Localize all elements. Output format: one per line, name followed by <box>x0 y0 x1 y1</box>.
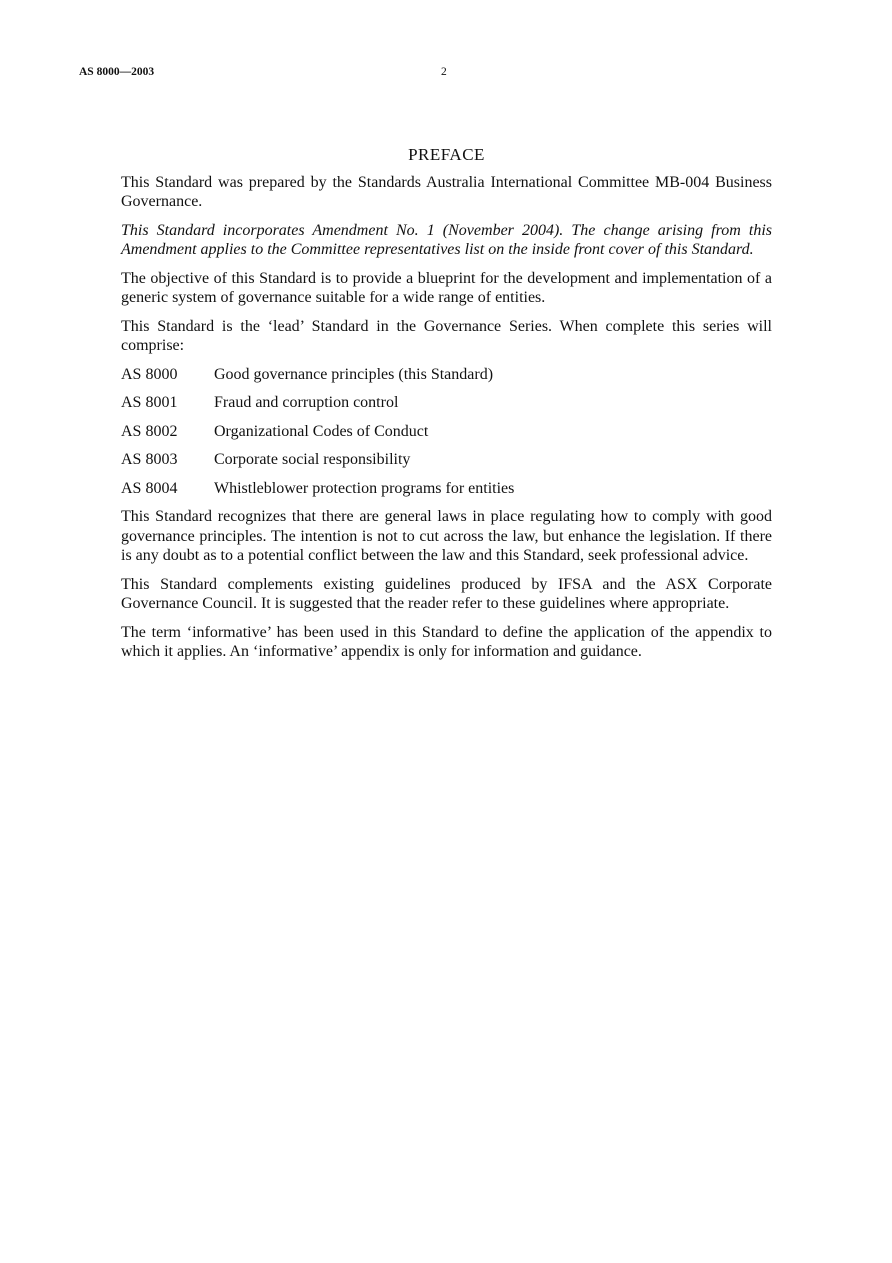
standard-code: AS 8001 <box>121 394 178 411</box>
preface-paragraph: This Standard complements existing guidelines produced by IFSA and the ASX Corporate Governance Council. It is suggested that the reader refer to these guidelines where appropriate. <box>121 575 772 612</box>
standard-code: AS 8003 <box>121 451 178 468</box>
preface-paragraph: This Standard recognizes that there are general laws in place regulating how to comply with good governance principles. The intention is not to cut across the law, but enhance the legislation. If there is any doubt as to a potential conflict between the law and this Standard, seek professional advice. <box>121 508 772 564</box>
standard-code: AS 8004 <box>121 479 178 497</box>
list-item <box>121 450 772 470</box>
governance-series-list <box>121 365 772 499</box>
list-item <box>121 393 772 413</box>
standard-title: Good governance principles (this Standard) <box>214 365 494 383</box>
preface-paragraph: The objective of this Standard is to provide a blueprint for the development and implementation of a generic system of governance suitable for a wide range of entities. <box>121 269 772 306</box>
preface-paragraph: The term ‘informative’ has been used in this Standard to define the application of the appendix to which it applies. An ‘informative’ appendix is only for information and guidance. <box>121 623 772 660</box>
standard-code: AS 8002 <box>121 422 178 440</box>
running-header <box>79 66 773 84</box>
amendment-note: This Standard incorporates Amendment No. 1 (November 2004). The change arising from this Amendment applies to the Committee representatives list on the inside front cover of this Standard. <box>121 221 772 258</box>
standard-title: Corporate social responsibility <box>214 451 411 468</box>
list-item <box>121 365 772 385</box>
standard-title: Organizational Codes of Conduct <box>214 422 429 440</box>
preface-section <box>121 145 772 671</box>
list-item <box>121 422 772 442</box>
standard-title: Whistleblower protection programs for entities <box>214 479 515 497</box>
page-number: 2 <box>441 66 447 78</box>
list-item <box>121 479 772 499</box>
standard-title: Fraud and corruption control <box>214 394 399 411</box>
preface-paragraph: This Standard is the ‘lead’ Standard in the Governance Series. When complete this series will comprise: <box>121 317 772 354</box>
document-code: AS 8000—2003 <box>79 66 155 78</box>
section-title: PREFACE <box>408 145 485 164</box>
preface-paragraph: This Standard was prepared by the Standards Australia International Committee MB-004 Business Governance. <box>121 173 772 210</box>
standard-code: AS 8000 <box>121 365 178 383</box>
